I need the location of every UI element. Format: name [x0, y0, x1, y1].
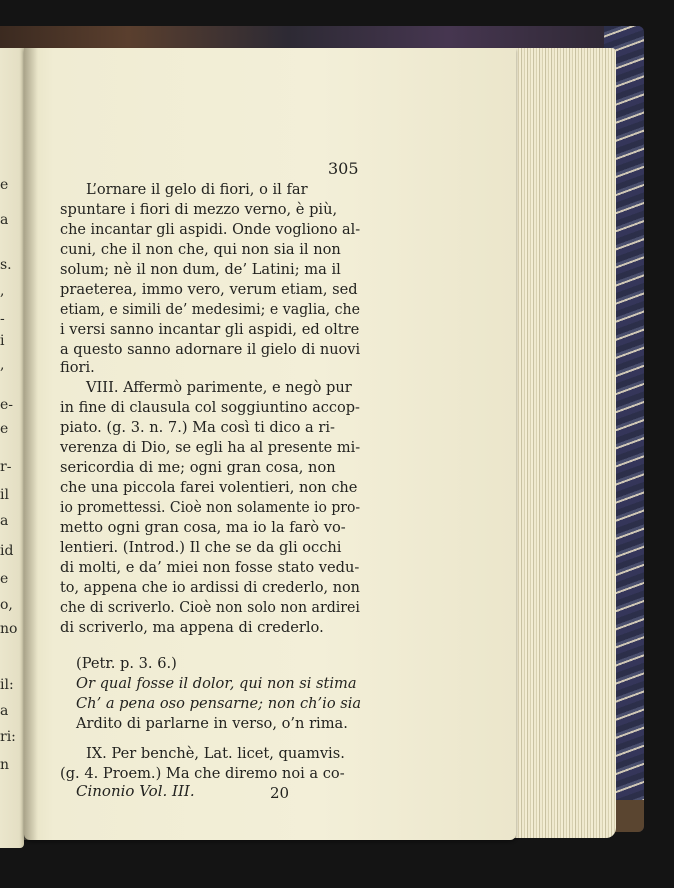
text-line: Ch’ a pena oso pensarne; non ch’io sia	[76, 695, 362, 712]
left-page-fragment: il	[0, 487, 9, 503]
text-line: in fine di clausula col soggiuntino accop-	[60, 399, 360, 416]
left-page-fragment: id	[0, 543, 14, 559]
text-line: cuni, che il non che, qui non sia il non	[60, 241, 341, 258]
text-line: Or qual fosse il dolor, qui non si stima	[76, 675, 357, 692]
left-page-fragment: ri:	[0, 729, 16, 745]
text-line: L’ornare il gelo di fiori, o il far	[86, 181, 308, 198]
text-line: verenza di Dio, se egli ha al presente mi-	[60, 439, 361, 456]
text-line: etiam, e simili de’ medesimi; e vaglia, che	[60, 301, 361, 318]
left-page-fragment: ,	[0, 283, 5, 299]
text-line: lentieri. (Introd.) Il che se da gli occhi	[60, 539, 342, 556]
left-page-edge	[0, 48, 24, 848]
text-line: metto ogni gran cosa, ma io la farò vo-	[60, 519, 346, 536]
left-page-fragment: r-	[0, 459, 12, 475]
left-page-fragment: o,	[0, 597, 13, 613]
text-line: a questo sanno adornare il gielo di nuovi	[60, 341, 361, 358]
left-page-fragment: a	[0, 212, 9, 228]
text-line: sericordia di me; ogni gran cosa, non	[60, 459, 336, 476]
left-page-fragment: e-	[0, 397, 14, 413]
text-line: che una piccola farei volentieri, non che	[60, 479, 358, 496]
text-line: io promettessi. Cioè non solamente io pro-	[60, 499, 361, 516]
page-number: 305	[328, 159, 359, 178]
signature-number: 20	[270, 784, 290, 802]
text-line: di molti, e da’ miei non fosse stato vedu-	[60, 559, 360, 576]
text-line: VIII. Affermò parimente, e negò pur	[86, 379, 352, 396]
left-page-fragment: ,	[0, 357, 5, 373]
text-line: praeterea, immo vero, verum etiam, sed	[60, 281, 358, 298]
text-line: piato. (g. 3. n. 7.) Ma così ti dico a ri-	[60, 419, 335, 436]
text-line: di scriverlo, ma appena di crederlo.	[60, 619, 324, 636]
text-line: che di scriverlo. Cioè non solo non ardirei	[60, 599, 360, 616]
text-line: che incantar gli aspidi. Onde vogliono al-	[60, 221, 361, 238]
left-page-fragment: il:	[0, 677, 14, 693]
left-page-fragment: -	[0, 311, 5, 327]
text-line: IX. Per benchè, Lat. licet, quamvis.	[86, 745, 345, 762]
signature-mark: Cinonio Vol. III.	[76, 782, 195, 800]
left-page-fragment: a	[0, 703, 9, 719]
text-line: fiori.	[60, 359, 95, 376]
page-gutter-shadow	[24, 48, 38, 840]
text-line: spuntare i fiori di mezzo verno, è più,	[60, 201, 338, 218]
left-page-fragment: no	[0, 621, 18, 637]
left-page-fragment: e	[0, 177, 9, 193]
text-line: (g. 4. Proem.) Ma che diremo noi a co-	[60, 765, 345, 782]
left-page-fragment: a	[0, 513, 9, 529]
left-page-fragment: n	[0, 757, 10, 773]
page-edges	[510, 48, 616, 838]
text-line: (Petr. p. 3. 6.)	[76, 655, 177, 672]
text-line: to, appena che io ardissi di crederlo, non	[60, 579, 360, 596]
book-cover-top	[0, 26, 640, 50]
left-page-fragment: s.	[0, 257, 12, 273]
left-page-fragment: e	[0, 571, 9, 587]
left-page-fragment: e	[0, 421, 9, 437]
text-line: Ardito di parlarne in verso, o’n rima.	[76, 715, 348, 732]
text-line: i versi sanno incantar gli aspidi, ed oltre	[60, 321, 360, 338]
left-page-fragment: i	[0, 333, 5, 349]
text-line: solum; nè il non dum, de’ Latini; ma il	[60, 261, 341, 278]
